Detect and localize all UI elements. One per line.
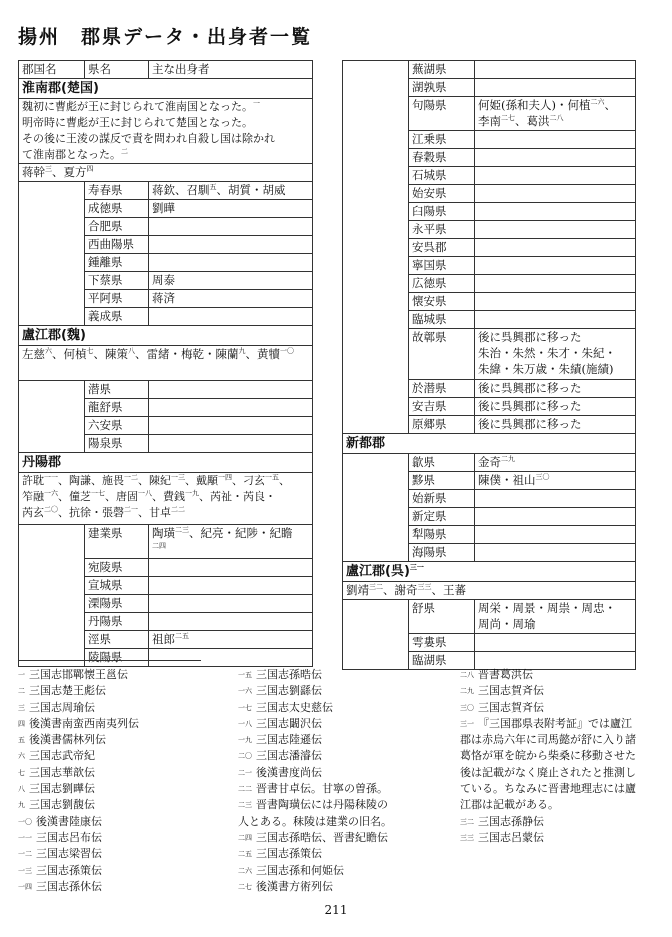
footnote: $^{三一}$ 『三国郡県表附考証』では廬江郡は赤烏六年に司馬懿が舒に入り諸葛恪が軍を皖から柴桑に移動させた後は記載がなく廃止されたと推測している。ちなみに晋書地理志には廬江郡は記載がある。	[460, 716, 636, 812]
footnote: $^{一七}$ 三国志太史慈伝	[238, 700, 333, 714]
table-row	[19, 399, 313, 417]
county-people: 蒋済	[149, 290, 313, 308]
county-name: 六安県	[85, 417, 149, 435]
county-name: 合肥県	[85, 218, 149, 236]
footnote: $^{一四}$ 三国志孫休伝	[18, 879, 102, 893]
table-row: 於潜県 後に呉興郡に移った	[343, 380, 636, 398]
table-row	[343, 275, 636, 293]
footnotes-col3	[460, 667, 640, 846]
section-huainan: 淮南郡(楚国)	[19, 79, 313, 99]
county-name: 雩婁県	[409, 634, 475, 652]
danyang-people: 許耽$^{一一}$、陶謙、施畏$^{一二}$、陳紀$^{一三}$、戴顒$^{一四}$、刁玄$^{一五}$、 笮融$^{一六}$、僮芝$^{一七}$、唐固$^{一八}$、費銭$^{一九}$、芮祉・芮良・ 芮玄$^{二〇}$、抗徐・張磬$^{二一}$、甘卓$^{二二}$	[19, 473, 313, 525]
county-people	[149, 254, 313, 272]
footnote: $^{一八}$ 三国志闞沢伝	[238, 716, 322, 730]
footnote: $^{二七}$ 後漢書方術列伝	[238, 879, 333, 893]
table-row	[343, 634, 636, 652]
footnote: $^{二六}$ 三国志孫和何姫伝	[238, 863, 344, 877]
footnote: $^{二四}$ 三国志孫晧伝、晋書紀瞻伝	[238, 830, 388, 844]
table-row	[343, 472, 636, 490]
table-row	[19, 272, 313, 290]
footnotes-col1	[18, 667, 223, 895]
footnote: $^{一〇}$ 後漢書陸康伝	[18, 814, 102, 828]
table-row	[19, 381, 313, 399]
table-row	[343, 600, 636, 634]
county-name: 龍舒県	[85, 399, 149, 417]
county-name: 安吉県	[409, 398, 475, 416]
county-name: 成徳県	[85, 200, 149, 218]
lujiang-wei-people: 左慈$^六$、何楨$^七$、陳策$^八$、雷緒・梅乾・陳蘭$^九$、黄犢$^{一〇}$	[19, 346, 313, 381]
county-name: 懐安県	[409, 293, 475, 311]
county-name: 涇県	[85, 631, 149, 649]
table-row	[343, 149, 636, 167]
lujiang-wu-people: 劉靖$^{三二}$、謝奇$^{三三}$、王蕃	[343, 582, 636, 600]
county-name: 原郷県	[409, 416, 475, 434]
footnote: $^四$ 後漢書南蛮西南夷列伝	[18, 716, 139, 730]
county-name: 蕪湖県	[409, 61, 475, 79]
header-ken: 県名	[85, 61, 149, 79]
footnote: $^三$ 三国志周瑜伝	[18, 700, 95, 714]
table-row	[343, 239, 636, 257]
footnote: $^七$ 三国志華歆伝	[18, 765, 95, 779]
footnote: $^{一九}$ 三国志陸遜伝	[238, 733, 322, 747]
county-name: 於潜県	[409, 380, 475, 398]
county-people	[149, 308, 313, 326]
county-name: 義成県	[85, 308, 149, 326]
county-name: 臼陽県	[409, 203, 475, 221]
table-row	[343, 293, 636, 311]
footnotes-col2	[238, 667, 443, 895]
table-row	[343, 167, 636, 185]
county-name: 広徳県	[409, 275, 475, 293]
county-name: 宛陵県	[85, 559, 149, 577]
county-name: 寧国県	[409, 257, 475, 275]
county-name: 臨湖県	[409, 652, 475, 670]
footnote: $^{二三}$ 晋書陶璜伝には丹陽秣陵の	[238, 798, 388, 812]
page-title: 揚州 郡県データ・出身者一覧	[18, 26, 313, 48]
table-row	[19, 182, 313, 200]
footnote: $^{二九}$ 三国志賀斉伝	[460, 684, 544, 698]
county-name: 潜県	[85, 381, 149, 399]
county-people	[149, 559, 313, 577]
table-row	[19, 308, 313, 326]
county-people: 何姫(孫和夫人)・何植$^{二六}$、 李南$^{二七}$、葛洪$^{二八}$	[475, 97, 636, 131]
table-row	[343, 508, 636, 526]
county-people: 祖郎$^{二五}$	[149, 631, 313, 649]
county-name: 西曲陽県	[85, 236, 149, 254]
county-people	[149, 649, 313, 667]
table-row	[19, 613, 313, 631]
county-name: 永平県	[409, 221, 475, 239]
footnote: $^{二〇}$ 三国志潘濬伝	[238, 749, 322, 763]
table-row	[19, 525, 313, 559]
table-row	[343, 221, 636, 239]
county-people: 周泰	[149, 272, 313, 290]
footnote: $^{一五}$ 三国志孫晧伝	[238, 668, 322, 681]
county-name: 始新県	[409, 490, 475, 508]
county-name: 臨城県	[409, 311, 475, 329]
county-name: 黟県	[409, 472, 475, 490]
table-row	[343, 97, 636, 131]
table-row	[19, 435, 313, 453]
county-name: 海陽県	[409, 544, 475, 562]
county-name: 句陽県	[409, 97, 475, 131]
table-row	[343, 544, 636, 562]
table-row	[19, 236, 313, 254]
left-table	[18, 60, 313, 667]
county-name: 陽泉県	[85, 435, 149, 453]
footnote: $^六$ 三国志武帝紀	[18, 749, 95, 763]
table-row	[19, 595, 313, 613]
table-row: 原郷県 後に呉興郡に移った	[343, 416, 636, 434]
county-people: 劉曄	[149, 200, 313, 218]
county-name: 新定県	[409, 508, 475, 526]
county-name: 丹陽県	[85, 613, 149, 631]
county-name: 下蔡県	[85, 272, 149, 290]
table-row	[343, 203, 636, 221]
county-people: 後に呉興郡に移った 朱治・朱然・朱才・朱紀・ 朱緯・朱万歳・朱績(施績)	[475, 329, 636, 380]
table-row	[343, 329, 636, 380]
footnote: $^{二八}$ 晋書葛洪伝	[460, 668, 533, 681]
county-name: 春穀県	[409, 149, 475, 167]
county-name: 故鄣県	[409, 329, 475, 380]
county-name: 湖孰県	[409, 79, 475, 97]
table-row	[343, 490, 636, 508]
county-people	[149, 595, 313, 613]
table-row	[343, 131, 636, 149]
huainan-desc: 魏初に曹彪が王に封じられて淮南国となった。$^一$ 明帝時に曹彪が王に封じられて楚国となった。 その後に王淩の謀反で責を問われ自殺し国は除かれ て淮南郡となった。$^二$	[19, 99, 313, 164]
huainan-people: 蒋幹$^三$、夏方$^四$	[19, 164, 313, 182]
table-row	[19, 577, 313, 595]
footnote: $^{二一}$ 後漢書度尚伝	[238, 765, 322, 779]
table-row: 安吉県 後に呉興郡に移った	[343, 398, 636, 416]
footnote: $^{三〇}$ 三国志賀斉伝	[460, 700, 544, 714]
table-row	[343, 79, 636, 97]
section-danyang: 丹陽郡	[19, 453, 313, 473]
table-row	[19, 417, 313, 435]
footnote: $^八$ 三国志劉曄伝	[18, 782, 95, 796]
county-name: 溧陽県	[85, 595, 149, 613]
county-name: 歙県	[409, 454, 475, 472]
county-people	[149, 236, 313, 254]
county-name: 宣城県	[85, 577, 149, 595]
footnote-rule	[18, 660, 201, 661]
footnote: $^{二五}$ 三国志孫策伝	[238, 847, 322, 861]
county-name: 石城県	[409, 167, 475, 185]
table-row	[19, 254, 313, 272]
county-name: 鍾離県	[85, 254, 149, 272]
table-row	[343, 61, 636, 79]
county-name: 陵陽県	[85, 649, 149, 667]
table-row	[343, 257, 636, 275]
county-people: 金奇$^{二九}$	[475, 454, 636, 472]
table-row	[343, 526, 636, 544]
table-row	[343, 454, 636, 472]
county-name: 寿春県	[85, 182, 149, 200]
footnote: $^{三二}$ 三国志孫静伝	[460, 814, 544, 828]
header-row	[19, 61, 313, 79]
county-name: 始安県	[409, 185, 475, 203]
header-gun: 郡国名	[19, 61, 85, 79]
footnote: $^{一二}$ 三国志梁習伝	[18, 847, 102, 861]
section-lujiang-wu: 盧江郡(呉)$^{三一}$	[343, 562, 636, 582]
county-people: 陶璜$^{二三}$、紀亮・紀陟・紀瞻 $^{二四}$	[149, 525, 313, 559]
footnote: $^{一一}$ 三国志呂布伝	[18, 830, 102, 844]
section-xindu: 新都郡	[343, 434, 636, 454]
county-people: 周栄・周景・周祟・周忠・ 周尚・周瑜	[475, 600, 636, 634]
county-name: 犁陽県	[409, 526, 475, 544]
county-people: 蒋欽、召馴$^五$、胡質・胡威	[149, 182, 313, 200]
county-name: 江乗県	[409, 131, 475, 149]
footnote: $^{三三}$ 三国志呂蒙伝	[460, 830, 544, 844]
table-row	[19, 200, 313, 218]
table-row	[19, 631, 313, 649]
table-row	[19, 649, 313, 667]
table-row	[19, 218, 313, 236]
table-row	[343, 185, 636, 203]
county-people	[149, 218, 313, 236]
footnote: $^九$ 三国志劉馥伝	[18, 798, 95, 812]
county-name: 平阿県	[85, 290, 149, 308]
footnote: $^{二二}$ 晋書甘卓伝。甘寧の曽孫。	[238, 782, 388, 796]
page-number: 211	[324, 903, 348, 917]
table-row	[19, 290, 313, 308]
footnote: $^二$ 三国志楚王彪伝	[18, 684, 106, 698]
county-name: 舒県	[409, 600, 475, 634]
footnote: $^一$ 三国志邯鄲懐王邕伝	[18, 668, 128, 681]
footnote: $^五$ 後漢書儒林列伝	[18, 733, 106, 747]
table-row	[343, 311, 636, 329]
county-people	[149, 613, 313, 631]
county-name: 安呉郡	[409, 239, 475, 257]
county-name: 建業県	[85, 525, 149, 559]
footnote: 人とある。秣陵は建業の旧名。	[238, 814, 392, 828]
county-people: 陳僕・祖山$^{三〇}$	[475, 472, 636, 490]
county-people	[149, 577, 313, 595]
header-person: 主な出身者	[149, 61, 313, 79]
section-lujiang-wei: 盧江郡(魏)	[19, 326, 313, 346]
footnote: $^{一三}$ 三国志孫策伝	[18, 863, 102, 877]
right-table	[342, 60, 636, 670]
table-row	[19, 559, 313, 577]
footnote: $^{一六}$ 三国志劉繇伝	[238, 684, 322, 698]
